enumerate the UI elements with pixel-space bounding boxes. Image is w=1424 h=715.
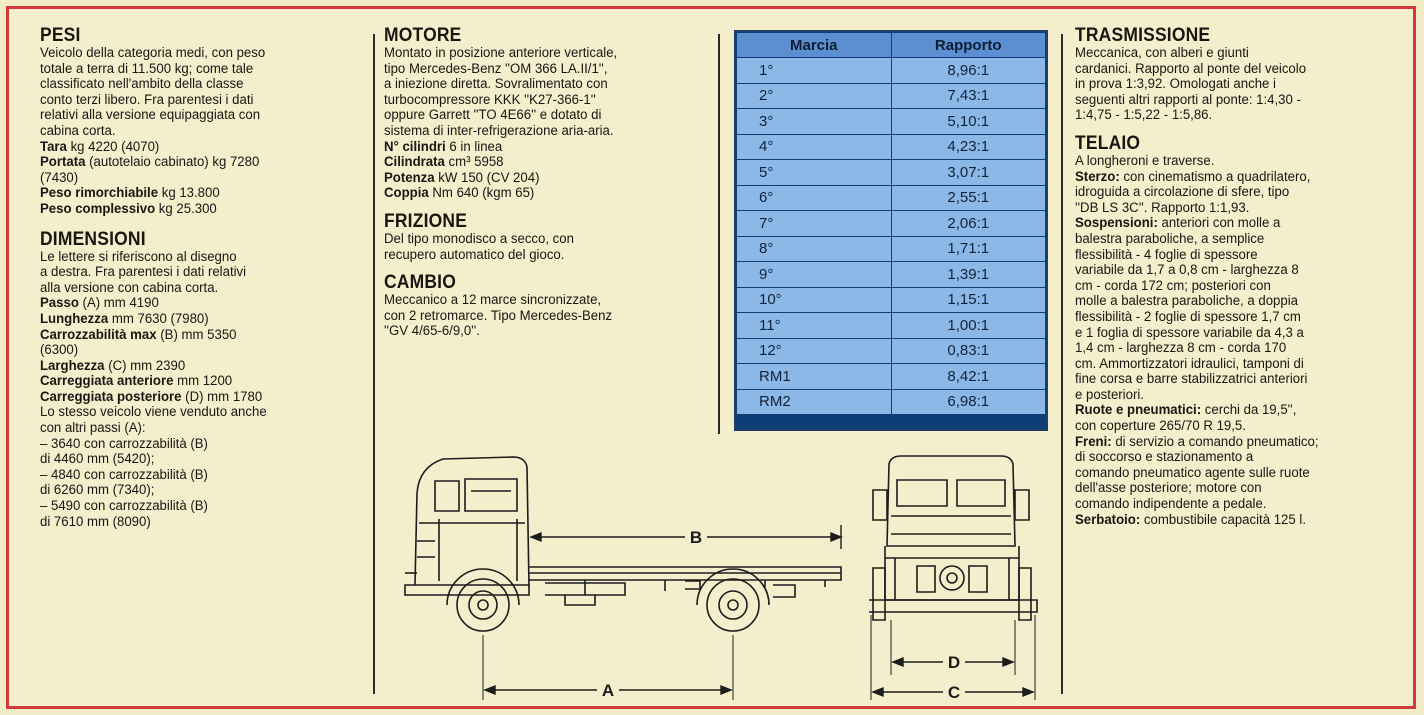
- ratio-table-body: [737, 58, 1046, 415]
- ratio-cell: 0,83:1: [891, 338, 1046, 364]
- spec-value: anteriori con molle a: [1157, 215, 1281, 232]
- gear-cell: 10°: [737, 287, 892, 313]
- table-row: [737, 338, 1046, 364]
- text-line: fine corsa e barre stabilizzatrici anteriori: [1075, 371, 1308, 388]
- text-line: alla versione con cabina corta.: [40, 279, 219, 296]
- gear-cell: 6°: [737, 185, 892, 211]
- gear-cell: 2°: [737, 83, 892, 109]
- table-row: [737, 160, 1046, 186]
- spec-label: Coppia: [384, 185, 429, 202]
- gear-cell: 5°: [737, 160, 892, 186]
- spec-label: Sospensioni:: [1075, 215, 1158, 232]
- ratio-cell: 4,23:1: [891, 134, 1046, 160]
- text-line: comando pneumatico agente sulle ruote: [1075, 464, 1310, 481]
- dimension-label-b: B: [689, 528, 703, 547]
- text-line: turbocompressore KKK ''K27-366-1'': [384, 91, 596, 108]
- spec-larghezza: [40, 359, 324, 375]
- text-line: relativi alla versione equipaggiata con: [40, 107, 261, 124]
- ratio-cell: 5,10:1: [891, 109, 1046, 135]
- table-row: [737, 389, 1046, 415]
- ratio-grid: [736, 32, 1046, 415]
- text-line: – 5490 con carrozzabilità (B): [40, 498, 208, 515]
- spec-label: Carrozzabilità max: [40, 326, 157, 343]
- spec-value: kg 25.300: [155, 200, 217, 217]
- spec-sospensioni: [1075, 216, 1373, 232]
- column-divider: [718, 34, 720, 434]
- text-line: cabina corta.: [40, 122, 116, 139]
- text-line: oppure Garrett ''TO 4E66'' e dotato di: [384, 107, 602, 124]
- section-telaio: [1075, 134, 1395, 528]
- text-line: flessibilità - 2 foglie di spessore 1,7 cm: [1075, 308, 1301, 325]
- heading-motore: MOTORE: [384, 25, 462, 46]
- table-row: [737, 364, 1046, 390]
- text-line: di soccorso e stazionamento a: [1075, 449, 1254, 466]
- spec-value: cm³ 5958: [444, 154, 504, 171]
- heading-cambio: CAMBIO: [384, 272, 456, 294]
- spec-passo: [40, 296, 324, 312]
- heading-frizione: FRIZIONE: [384, 210, 468, 232]
- spec-complessivo: [40, 202, 324, 218]
- spec-ruote: [1075, 403, 1373, 419]
- gear-ratio-table: [734, 30, 1048, 431]
- spec-label: Ruote e pneumatici:: [1075, 402, 1202, 419]
- gear-cell: 12°: [737, 338, 892, 364]
- text-line: Del tipo monodisco a secco, con: [384, 230, 574, 247]
- heading-dimensioni: DIMENSIONI: [40, 228, 146, 250]
- dimension-label-d: D: [947, 653, 961, 672]
- truck-rear-view: [855, 450, 1055, 708]
- spec-coppia: [384, 186, 683, 202]
- gear-cell: 11°: [737, 313, 892, 339]
- table-row: [737, 287, 1046, 313]
- spec-value: Nm 640 (kgm 65): [428, 185, 535, 202]
- text-line: totale a terra di 11.500 kg; come tale: [40, 60, 254, 77]
- table-row: [737, 83, 1046, 109]
- text-line: e 1 foglia di spessore variabile da 4,3 a: [1075, 324, 1304, 341]
- gear-cell: 8°: [737, 236, 892, 262]
- ratio-cell: 1,39:1: [891, 262, 1046, 288]
- ratio-cell: 2,06:1: [891, 211, 1046, 237]
- text-line: sistema di inter-refrigerazione aria-aria.: [384, 122, 614, 139]
- text-line: ''GV 4/65-6/9,0''.: [384, 323, 480, 340]
- spec-label: Cilindrata: [384, 154, 445, 171]
- text-line: (7430): [40, 169, 79, 186]
- spec-carreggiata-posteriore: [40, 390, 324, 406]
- spec-label: Carreggiata posteriore: [40, 388, 182, 405]
- spec-lunghezza: [40, 312, 324, 328]
- heading-pesi: PESI: [40, 25, 81, 46]
- text-line: 1:4,75 - 1:5,22 - 1:5,86.: [1075, 107, 1213, 124]
- section-trasmissione: [1075, 26, 1395, 124]
- gear-cell: RM1: [737, 364, 892, 390]
- spec-label: Portata: [40, 154, 86, 171]
- spec-value: di servizio a comando pneumatico;: [1111, 433, 1319, 450]
- spec-label: Peso complessivo: [40, 200, 156, 217]
- spec-label: Peso rimorchiabile: [40, 185, 159, 202]
- table-row: [737, 211, 1046, 237]
- text-line: balestra paraboliche, a semplice: [1075, 230, 1265, 247]
- text-line: Veicolo della categoria medi, con peso: [40, 45, 266, 61]
- text-line: Le lettere si riferiscono al disegno: [40, 248, 237, 265]
- text-line: recupero automatico del gioco.: [384, 246, 565, 263]
- column-header-rapporto: Rapporto: [891, 33, 1046, 58]
- text-line: variabile da 1,7 a 0,8 cm - larghezza 8: [1075, 262, 1299, 279]
- text-line: di 7610 mm (8090): [40, 513, 151, 530]
- text-line: Meccanica, con alberi e giunti: [1075, 45, 1249, 61]
- gear-cell: 4°: [737, 134, 892, 160]
- table-row: [737, 185, 1046, 211]
- spec-value: combustibile capacità 125 l.: [1140, 511, 1307, 528]
- spec-value: mm 7630 (7980): [108, 310, 209, 327]
- spec-cilindrata: [384, 155, 683, 171]
- column-divider: [1061, 34, 1063, 694]
- text-line: idroguida a circolazione di sfere, tipo: [1075, 184, 1290, 201]
- spec-label: Tara: [40, 138, 67, 155]
- ratio-cell: 1,15:1: [891, 287, 1046, 313]
- heading-telaio: TELAIO: [1075, 132, 1141, 154]
- text-line: comando indipendente a pedale.: [1075, 496, 1267, 513]
- text-line: con coperture 265/70 R 19,5.: [1075, 418, 1246, 435]
- spec-serbatoio: [1075, 513, 1373, 529]
- heading-trasmissione: TRASMISSIONE: [1075, 25, 1211, 46]
- section-frizione: [384, 212, 706, 263]
- spec-label: Potenza: [384, 169, 435, 186]
- dimension-label-c: C: [947, 683, 961, 702]
- table-row: [737, 262, 1046, 288]
- spec-portata: [40, 155, 324, 171]
- text-line: di 6260 mm (7340);: [40, 482, 155, 499]
- text-line: classificato nell'ambito della classe: [40, 76, 244, 93]
- spec-label: Serbatoio:: [1075, 511, 1141, 528]
- text-line: cardanici. Rapporto al ponte del veicolo: [1075, 60, 1307, 77]
- spec-sterzo: [1075, 170, 1373, 186]
- gear-cell: 9°: [737, 262, 892, 288]
- spec-freni: [1075, 435, 1373, 451]
- text-line: a iniezione diretta. Sovralimentato con: [384, 76, 608, 93]
- section-pesi: [40, 26, 345, 218]
- text-line: cm. Ammortizzatori idraulici, tamponi di: [1075, 355, 1304, 372]
- text-line: molle a balestra paraboliche, a doppia: [1075, 293, 1298, 310]
- ratio-cell: 7,43:1: [891, 83, 1046, 109]
- text-line: con 2 retromarce. Tipo Mercedes-Benz: [384, 307, 613, 324]
- section-motore: [384, 26, 706, 202]
- text-line: Meccanico a 12 marce sincronizzate,: [384, 292, 602, 309]
- spec-cilindri: [384, 140, 683, 156]
- spec-label: Lunghezza: [40, 310, 109, 327]
- gear-cell: 7°: [737, 211, 892, 237]
- table-row: [737, 236, 1046, 262]
- text-line: Lo stesso veicolo viene venduto anche: [40, 404, 267, 421]
- spec-rimorchiabile: [40, 186, 324, 202]
- spec-value: kg 13.800: [158, 185, 220, 202]
- spec-value: (A) mm 4190: [78, 295, 159, 312]
- truck-side-view: [395, 445, 875, 707]
- spec-value: kg 4220 (4070): [66, 138, 160, 155]
- spec-value: con cinematismo a quadrilatero,: [1119, 168, 1311, 185]
- text-line: ''DB LS 3C''. Rapporto 1:1,93.: [1075, 199, 1250, 216]
- table-row: [737, 313, 1046, 339]
- spec-tara: [40, 140, 324, 156]
- spec-label: Larghezza: [40, 357, 105, 374]
- text-line: – 3640 con carrozzabilità (B): [40, 435, 208, 452]
- text-line: e posteriori.: [1075, 386, 1144, 403]
- spec-value: cerchi da 19,5'',: [1201, 402, 1297, 419]
- spec-label: Carreggiata anteriore: [40, 373, 174, 390]
- table-row: [737, 109, 1046, 135]
- spec-value: (D) mm 1780: [181, 388, 263, 405]
- text-line: 1,4 cm - larghezza 8 cm - corda 170: [1075, 340, 1287, 357]
- column-divider: [373, 34, 375, 694]
- text-line: cm - corda 172 cm; posteriori con: [1075, 277, 1271, 294]
- spec-label: Freni:: [1075, 433, 1112, 450]
- spec-value: (C) mm 2390: [104, 357, 186, 374]
- text-line: dell'asse posteriore; motore con: [1075, 480, 1262, 497]
- ratio-cell: 1,71:1: [891, 236, 1046, 262]
- spec-value: (B) mm 5350: [156, 326, 237, 343]
- spec-value: (autotelaio cabinato) kg 7280: [85, 154, 260, 171]
- text-line: Montato in posizione anteriore verticale,: [384, 45, 618, 61]
- spec-label: Passo: [40, 295, 79, 312]
- spec-label: Sterzo:: [1075, 168, 1120, 185]
- gear-cell: RM2: [737, 389, 892, 415]
- gear-cell: 3°: [737, 109, 892, 135]
- ratio-cell: 8,96:1: [891, 58, 1046, 84]
- text-line: a destra. Fra parentesi i dati relativi: [40, 264, 247, 281]
- text-line: in prova 1:3,92. Omologati anche i: [1075, 76, 1276, 93]
- spec-carreggiata-anteriore: [40, 374, 324, 390]
- spec-carrozzabilita: [40, 328, 324, 344]
- spec-value: mm 1200: [173, 373, 233, 390]
- ratio-cell: 2,55:1: [891, 185, 1046, 211]
- text-line: conto terzi libero. Fra parentesi i dati: [40, 91, 254, 108]
- text-line: – 4840 con carrozzabilità (B): [40, 466, 208, 483]
- text-line: con altri passi (A):: [40, 420, 146, 437]
- table-header-row: [737, 33, 1046, 58]
- text-line: (6300): [40, 342, 79, 359]
- column-engine: [384, 26, 706, 348]
- column-transmission-chassis: [1075, 26, 1395, 536]
- section-cambio: [384, 273, 706, 340]
- text-line: tipo Mercedes-Benz ''OM 366 LA.II/1'',: [384, 60, 608, 77]
- spec-value: kW 150 (CV 204): [434, 169, 540, 186]
- ratio-cell: 3,07:1: [891, 160, 1046, 186]
- ratio-cell: 1,00:1: [891, 313, 1046, 339]
- column-weights-dimensions: [40, 26, 345, 538]
- gear-cell: 1°: [737, 58, 892, 84]
- section-dimensioni: [40, 230, 345, 531]
- table-row: [737, 134, 1046, 160]
- spec-value: 6 in linea: [445, 138, 503, 155]
- ratio-cell: 8,42:1: [891, 364, 1046, 390]
- text-line: A longheroni e traverse.: [1075, 152, 1215, 169]
- table-row: [737, 58, 1046, 84]
- text-line: flessibilità - 4 foglie di spessore: [1075, 246, 1258, 263]
- text-line: seguenti altri rapporti al ponte: 1:4,30 -: [1075, 91, 1301, 108]
- spec-label: N° cilindri: [384, 138, 446, 155]
- spec-potenza: [384, 171, 683, 187]
- column-header-marcia: Marcia: [737, 33, 892, 58]
- dimension-label-a: A: [601, 681, 615, 700]
- text-line: di 4460 mm (5420);: [40, 451, 155, 468]
- ratio-cell: 6,98:1: [891, 389, 1046, 415]
